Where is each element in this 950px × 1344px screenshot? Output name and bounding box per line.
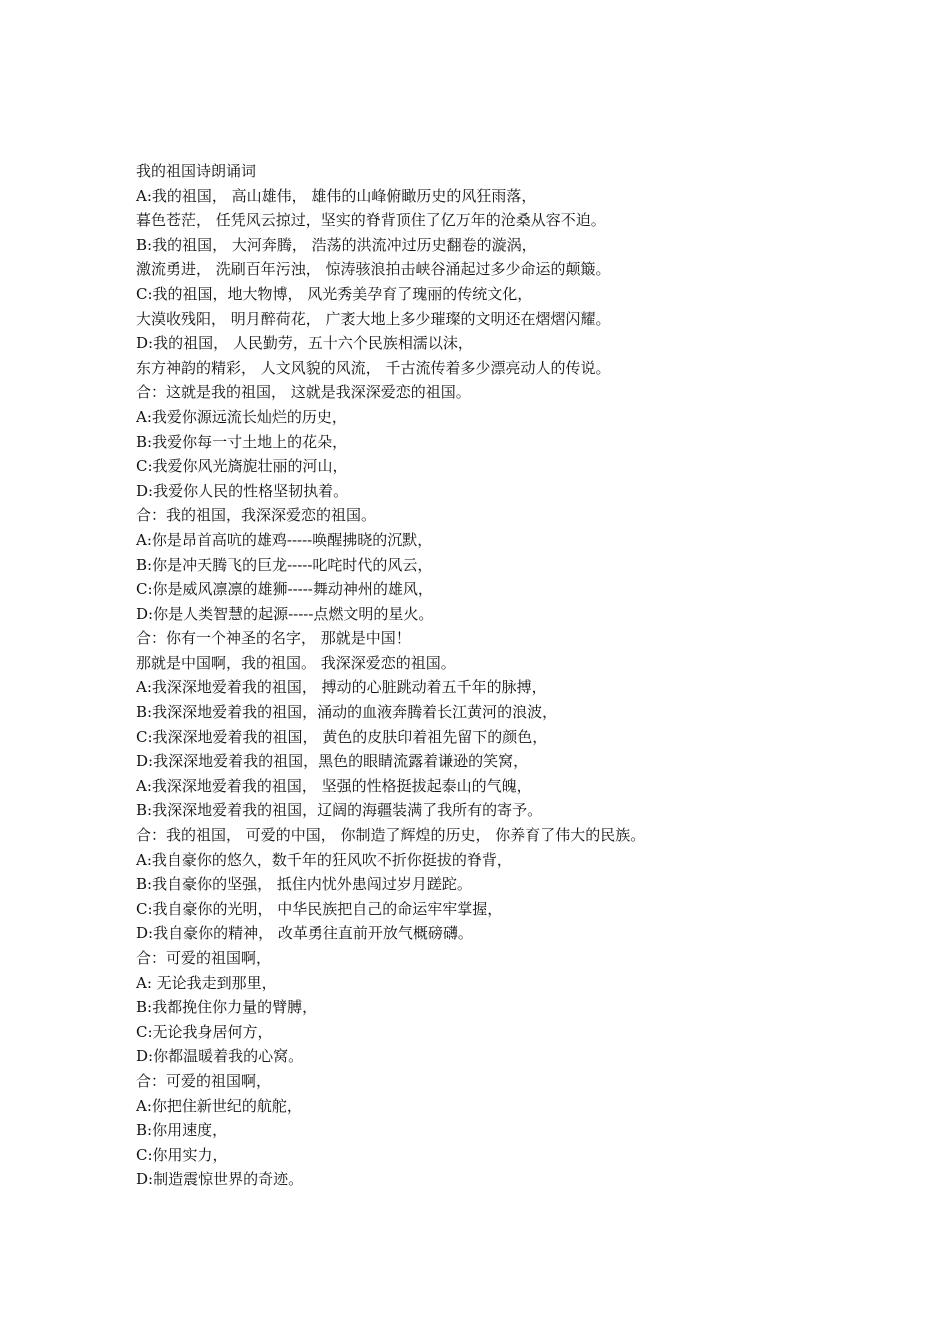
poem-line: D:你都温暖着我的心窝。 [136,1047,304,1066]
poem-line: B:我的祖国， 大河奔腾， 浩荡的洪流冲过历史翻卷的漩涡， [136,235,537,254]
poem-line: C:我自豪你的光明， 中华民族把自己的命运牢牢掌握， [136,899,503,918]
poem-line: 大漠收残阳， 明月醉荷花， 广袤大地上多少璀璨的文明还在熠熠闪耀。 [136,309,611,328]
poem-line: B:我都挽住你力量的臂膊， [136,998,318,1017]
poem-line: C:你用实力， [136,1145,228,1164]
poem-line: D:我深深地爱着我的祖国，黑色的眼睛流露着谦逊的笑窝， [136,752,529,771]
poem-line: 合：可爱的祖国啊， [136,1071,272,1090]
poem-line: B:你是冲天腾飞的巨龙-----叱咤时代的风云， [136,555,433,574]
poem-line: A:我深深地爱着我的祖国， 坚强的性格挺拔起泰山的气魄， [136,776,532,795]
poem-line: B:你用速度， [136,1121,228,1140]
poem-line: A: 无论我走到那里， [136,973,277,992]
poem-line: A:我自豪你的悠久，数千年的狂风吹不折你挺拔的脊背， [136,850,512,869]
poem-line: 合：这就是我的祖国， 这就是我深深爱恋的祖国。 [136,383,471,402]
poem-line: B:我深深地爱着我的祖国，涌动的血液奔腾着长江黄河的浪波， [136,703,558,722]
poem-line: C:我爱你风光旖旎壮丽的河山， [136,457,348,476]
poem-line: B:我深深地爱着我的祖国，辽阔的海疆装满了我所有的寄予。 [136,801,543,820]
poem-line: A:我的祖国， 高山雄伟， 雄伟的山峰俯瞰历史的风狂雨落， [136,186,537,205]
poem-line: 合：你有一个神圣的名字， 那就是中国！ [136,629,411,648]
poem-line: 东方神韵的精彩， 人文风貌的风流， 千古流传着多少漂亮动人的传说。 [136,358,611,377]
poem-line: A:我爱你源远流长灿烂的历史， [136,407,347,426]
poem-line: 合：我的祖国，我深深爱恋的祖国。 [136,506,377,525]
poem-line: D:制造震惊世界的奇迹。 [136,1170,304,1189]
poem-line: 合：我的祖国， 可爱的中国， 你制造了辉煌的历史， 你养育了伟大的民族。 [136,826,646,845]
poem-line: A:我深深地爱着我的祖国， 搏动的心脏跳动着五千年的脉搏， [136,678,547,697]
poem-line: D:我自豪你的精神， 改革勇往直前开放气概磅礴。 [136,924,473,943]
poem-line: C:我深深地爱着我的祖国， 黄色的皮肤印着祖先留下的颜色， [136,727,548,746]
document-title: 我的祖国诗朗诵词 [136,162,257,180]
poem-line: 合：可爱的祖国啊， [136,949,272,967]
poem-line: B:我爱你每一寸土地上的花朵， [136,432,348,451]
poem-line: 激流勇进， 洗刷百年污浊， 惊涛骇浪拍击峡谷涌起过多少命运的颠簸。 [136,260,611,279]
poem-line: 暮色苍茫， 任凭风云掠过，坚实的脊背顶住了亿万年的沧桑从容不迫。 [136,211,606,230]
poem-line: A:你把住新世纪的航舵， [136,1096,302,1115]
poem-line: A:你是昂首高吭的雄鸡-----唤醒拂晓的沉默， [136,530,433,549]
poem-line: B:我自豪你的坚强， 抵住内忧外患闯过岁月蹉跎。 [136,875,472,894]
poem-line: D:你是人类智慧的起源-----点燃文明的星火。 [136,604,434,623]
poem-body [136,159,836,1192]
poem-line: D:我的祖国， 人民勤劳，五十六个民族相濡以沫， [136,334,473,353]
poem-line: D:我爱你人民的性格坚韧执着。 [136,481,349,500]
poem-line: 那就是中国啊，我的祖国。 我深深爱恋的祖国。 [136,653,456,672]
poem-line: C:无论我身居何方， [136,1022,273,1041]
poem-line: C:你是威风凛凛的雄狮-----舞动神州的雄风， [136,580,433,599]
poem-line: C:我的祖国，地大物博， 风光秀美孕育了瑰丽的传统文化， [136,284,533,303]
